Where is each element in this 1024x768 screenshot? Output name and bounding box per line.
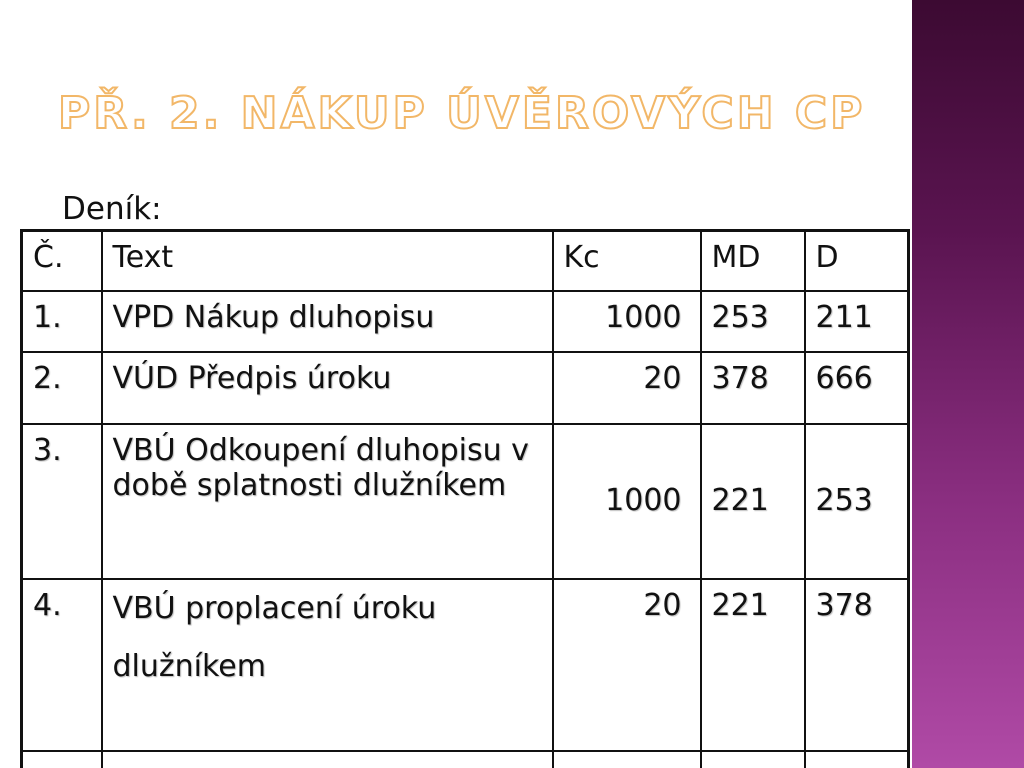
header-cell-text: Text: [102, 231, 553, 291]
table-row: [22, 751, 909, 768]
row-number: 2.: [22, 352, 102, 424]
header-cell-amount: Kc: [553, 231, 701, 291]
row-number: 3.: [22, 424, 102, 579]
decorative-side-bar: [912, 0, 1024, 768]
row-amount: [553, 751, 701, 768]
row-debit-account: 221: [701, 424, 805, 579]
row-text: VPD Nákup dluhopisu: [102, 291, 553, 352]
row-amount: 20: [553, 352, 701, 424]
row-credit-account: 253: [805, 424, 909, 579]
journal-label: Deník:: [62, 191, 162, 227]
row-text: VBÚ proplacení úroku dlužníkem: [102, 579, 553, 751]
table-row: [22, 291, 909, 352]
row-text: VÚD Předpis úroku: [102, 352, 553, 424]
row-text: [102, 751, 553, 768]
header-cell-number: Č.: [22, 231, 102, 291]
row-credit-account: [805, 751, 909, 768]
row-number: 1.: [22, 291, 102, 352]
row-credit-account: 211: [805, 291, 909, 352]
table-row: [22, 424, 909, 579]
row-number: [22, 751, 102, 768]
row-amount: 20: [553, 579, 701, 751]
row-debit-account: 378: [701, 352, 805, 424]
journal-table: [20, 229, 910, 768]
table-header-row: [22, 231, 909, 291]
row-debit-account: 253: [701, 291, 805, 352]
slide-title: PŘ. 2. NÁKUP ÚVĚROVÝCH CP: [58, 88, 866, 139]
table-row: [22, 579, 909, 751]
row-amount: 1000: [553, 291, 701, 352]
row-debit-account: [701, 751, 805, 768]
header-cell-credit: D: [805, 231, 909, 291]
header-cell-debit: MD: [701, 231, 805, 291]
row-number: 4.: [22, 579, 102, 751]
table-row: [22, 352, 909, 424]
row-amount: 1000: [553, 424, 701, 579]
row-debit-account: 221: [701, 579, 805, 751]
row-credit-account: 378: [805, 579, 909, 751]
row-text: VBÚ Odkoupení dluhopisu v době splatnosti dlužníkem: [102, 424, 553, 579]
row-credit-account: 666: [805, 352, 909, 424]
